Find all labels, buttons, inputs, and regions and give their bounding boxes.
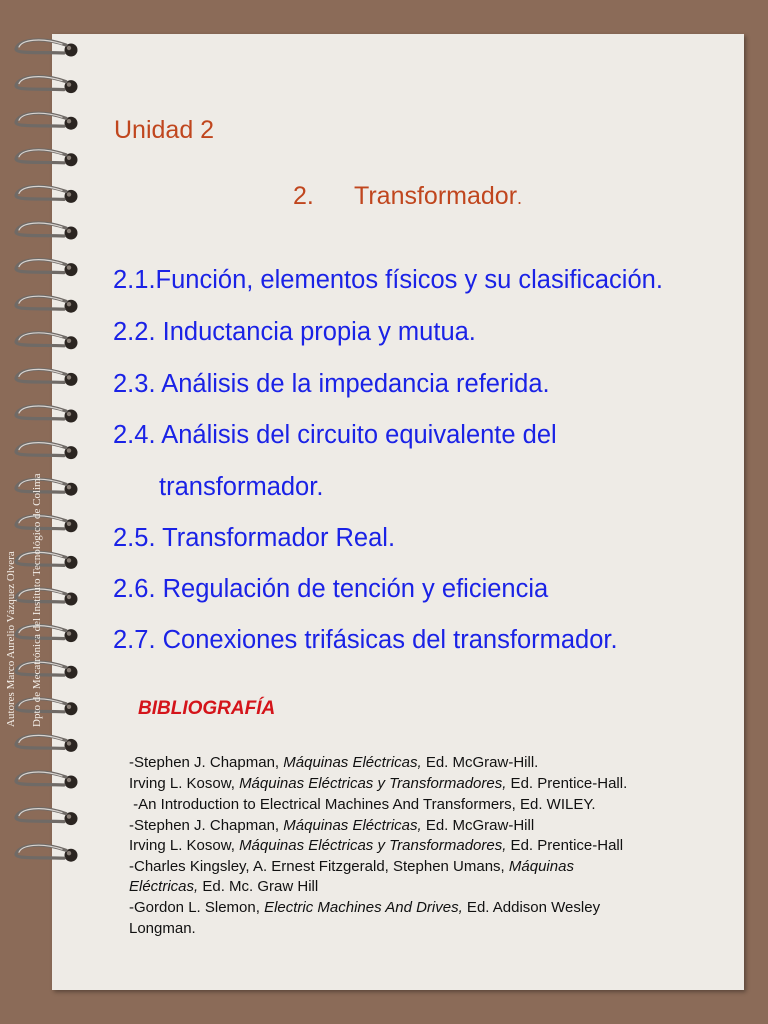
- topic-item: 2.1.Función, elementos físicos y su clasificación.: [113, 266, 663, 294]
- topic-item: 2.5. Transformador Real.: [113, 524, 396, 552]
- side-credit: [0, 397, 52, 733]
- reference-line: Longman.: [129, 920, 196, 937]
- reference-line: -Stephen J. Chapman, Máquinas Eléctricas, Ed. McGraw-Hill.: [129, 754, 539, 771]
- topic-item: 2.6. Regulación de tención y eficiencia: [113, 575, 549, 603]
- bibliography-title: BIBLIOGRAFÍA: [138, 698, 276, 719]
- author-credit: Autores Marco Aurelio Vázquez Olvera: [5, 551, 17, 727]
- topic-item-continuation: transformador.: [159, 473, 324, 501]
- topic-item: 2.3. Análisis de la impedancia referida.: [113, 370, 550, 398]
- binding-ring: [16, 809, 78, 826]
- binding-ring: [16, 260, 78, 277]
- topic-item: 2.4. Análisis del circuito equivalente del: [113, 421, 557, 449]
- reference-line: -Charles Kingsley, A. Ernest Fitzgerald, Stephen Umans, Máquinas: [129, 858, 574, 875]
- binding-ring: [16, 113, 78, 130]
- binding-ring: [16, 186, 78, 203]
- reference-line: -An Introduction to Electrical Machines And Transformers, Ed. WILEY.: [129, 796, 596, 813]
- chapter-title: Transformador.: [354, 182, 523, 210]
- chapter-number: 2.: [293, 182, 314, 210]
- topic-item: 2.7. Conexiones trifásicas del transformador.: [113, 626, 618, 654]
- binding-ring: [16, 369, 78, 386]
- reference-line: Irving L. Kosow, Máquinas Eléctricas y Transformadores, Ed. Prentice-Hall.: [129, 775, 628, 792]
- department-credit: Dpto de Mecatrónica del Instituto Tecnológico de Colima: [31, 473, 43, 727]
- binding-ring: [16, 735, 78, 752]
- reference-line: Eléctricas, Ed. Mc. Graw Hill: [129, 878, 319, 895]
- binding-ring: [16, 77, 78, 94]
- unit-title: Unidad 2: [114, 116, 215, 144]
- binding-ring: [16, 333, 78, 350]
- binding-ring: [16, 772, 78, 789]
- reference-line: -Gordon L. Slemon, Electric Machines And Drives, Ed. Addison Wesley: [129, 899, 601, 916]
- binding-ring: [16, 296, 78, 313]
- binding-ring: [16, 223, 78, 240]
- binding-ring: [16, 150, 78, 167]
- binding-ring: [16, 845, 78, 862]
- topic-item: 2.2. Inductancia propia y mutua.: [113, 318, 476, 346]
- binding-ring: [16, 40, 78, 57]
- reference-line: Irving L. Kosow, Máquinas Eléctricas y Transformadores, Ed. Prentice-Hall: [129, 837, 624, 854]
- reference-line: -Stephen J. Chapman, Máquinas Eléctricas, Ed. McGraw-Hill: [129, 817, 535, 834]
